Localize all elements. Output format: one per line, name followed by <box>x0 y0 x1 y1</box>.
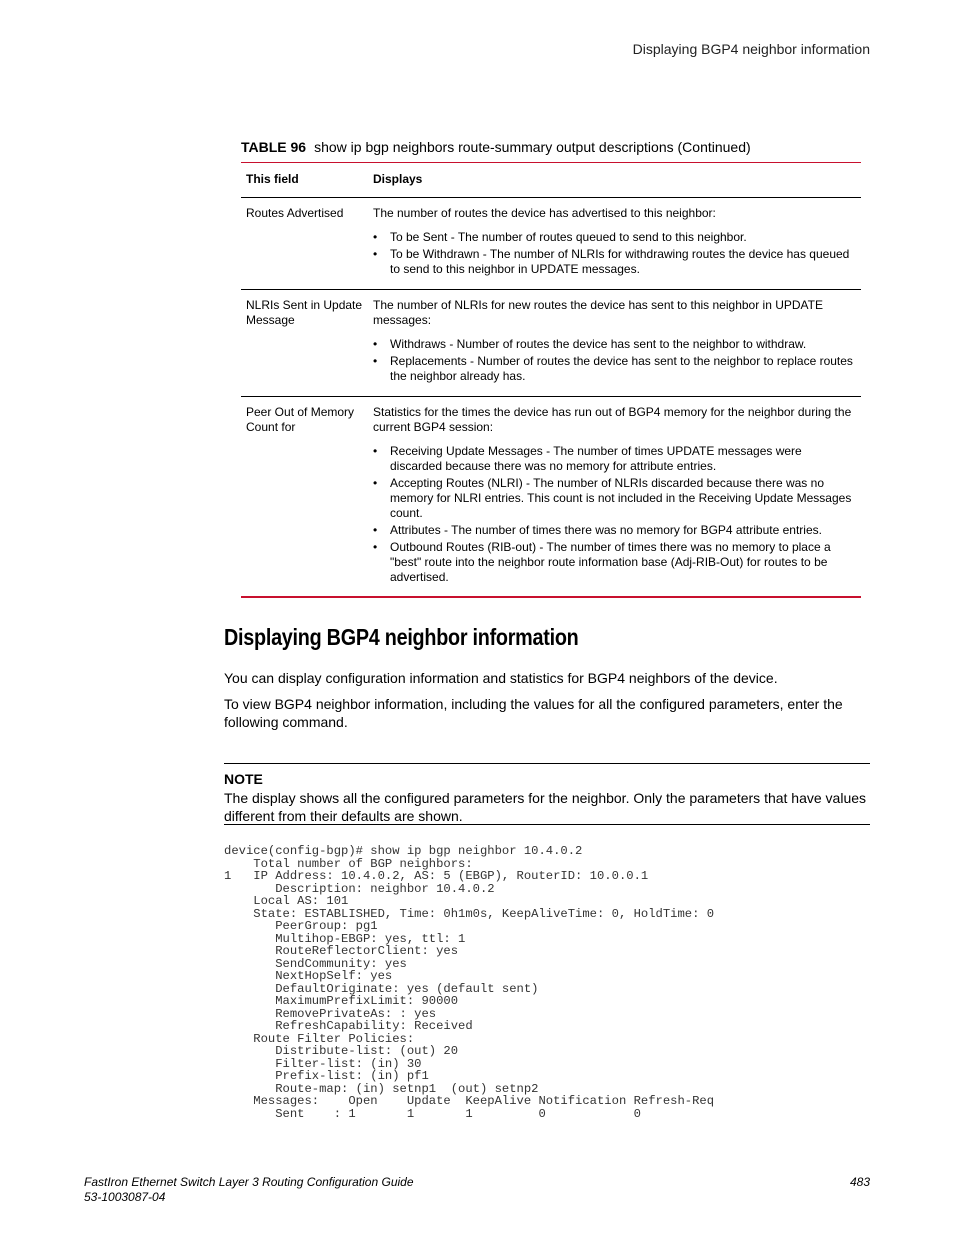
code-line: Description: neighbor 10.4.0.2 <box>224 881 495 896</box>
code-line: DefaultOriginate: yes (default sent) <box>224 981 539 996</box>
list-item: • Accepting Routes (NLRI) - The number of NLRIs discarded because there was no memory for NLRI entries. This count is not included in the Receiving Update Messages count. <box>373 476 852 520</box>
code-line: Messages: Open Update KeepAlive Notification Refresh-Req <box>224 1094 715 1108</box>
table-top-rule <box>241 162 861 163</box>
footer-doc-number: 53-1003087-04 <box>84 1190 166 1204</box>
code-block <box>224 845 714 1120</box>
table-caption-text: show ip bgp neighbors route-summary output descriptions (Continued) <box>314 139 751 155</box>
table-label: TABLE 96 <box>241 139 307 155</box>
code-line: Multihop-EBGP: yes, ttl: 1 <box>224 931 466 946</box>
row-intro: The number of NLRIs for new routes the device has sent to this neighbor in UPDATE messages: <box>373 298 823 327</box>
row-field-peer-out-of-memory: Peer Out of Memory Count for <box>246 405 355 434</box>
list-item: • Attributes - The number of times there was no memory for BGP4 attribute entries. <box>373 523 822 537</box>
list-item: • Receiving Update Messages - The number of times UPDATE messages were discarded because there was no memory for attribute entries. <box>373 444 802 473</box>
code-line: RefreshCapability: Received <box>224 1019 473 1033</box>
row-rule <box>241 396 861 397</box>
code-line: device(config-bgp)# show ip bgp neighbor 10.4.0.2 <box>224 844 583 858</box>
paragraph: To view BGP4 neighbor information, including the values for all the configured parameters, enter the following command. <box>224 696 843 730</box>
row-intro: The number of routes the device has advertised to this neighbor: <box>373 206 716 220</box>
code-line: NextHopSelf: yes <box>224 969 393 983</box>
code-line: Prefix-list: (in) pf1 <box>224 1069 429 1083</box>
list-item: • Replacements - Number of routes the device has sent to the neighbor to replace routes the neighbor already has. <box>373 354 853 383</box>
table-bottom-rule <box>241 596 861 598</box>
list-item: • To be Sent - The number of routes queued to send to this neighbor. <box>373 230 747 244</box>
row-rule <box>241 289 861 290</box>
code-line: Route-map: (in) setnp1 (out) setnp2 <box>224 1081 539 1096</box>
column-header-field: This field <box>246 172 299 186</box>
page-number: 483 <box>849 1175 870 1189</box>
code-line: Route Filter Policies: <box>224 1031 415 1046</box>
code-line: Filter-list: (in) 30 <box>224 1056 422 1071</box>
code-line: Total number of BGP neighbors: <box>224 856 473 871</box>
list-item: • Outbound Routes (RIB-out) - The number of times there was no memory to place a "best" route into the neighbor route information base (Adj-RIB-Out) for routes to be advertised. <box>373 540 831 584</box>
row-displays-routes-advertised <box>373 206 855 279</box>
code-line: Sent : 1 1 1 0 0 <box>224 1106 641 1121</box>
list-item: • Withdraws - Number of routes the device has sent to the neighbor to withdraw. <box>373 337 807 351</box>
paragraph: You can display configuration information and statistics for BGP4 neighbors of the device. <box>224 670 778 686</box>
column-header-displays: Displays <box>373 172 423 186</box>
row-field-nlris-sent: NLRIs Sent in Update Message <box>246 298 363 327</box>
note-label: NOTE <box>224 771 263 787</box>
code-line: RemovePrivateAs: : yes <box>224 1006 437 1021</box>
list-item: • To be Withdrawn - The number of NLRIs for withdrawing routes the device has queued to send to this neighbor in UPDATE messages. <box>373 247 850 276</box>
row-displays-peer-out-of-memory <box>373 405 855 587</box>
note-top-rule <box>224 763 870 764</box>
note-bottom-rule <box>224 824 870 825</box>
row-intro: Statistics for the times the device has run out of BGP4 memory for the neighbor during the current BGP4 session: <box>373 405 852 434</box>
section-title: Displaying BGP4 neighbor information <box>224 624 579 650</box>
code-line: Distribute-list: (out) 20 <box>224 1044 459 1058</box>
code-line: State: ESTABLISHED, Time: 0h1m0s, KeepAliveTime: 0, HoldTime: 0 <box>224 906 715 921</box>
code-line: SendCommunity: yes <box>224 956 407 971</box>
code-line: Local AS: 101 <box>224 894 349 908</box>
running-header: Displaying BGP4 neighbor information <box>632 41 870 57</box>
code-line: RouteReflectorClient: yes <box>224 944 459 958</box>
code-line: MaximumPrefixLimit: 90000 <box>224 994 459 1008</box>
code-line: 1 IP Address: 10.4.0.2, AS: 5 (EBGP), RouterID: 10.0.0.1 <box>224 869 649 883</box>
footer-title: FastIron Ethernet Switch Layer 3 Routing Configuration Guide <box>84 1175 414 1189</box>
header-rule <box>241 197 861 198</box>
row-displays-nlris-sent <box>373 298 855 386</box>
table-caption <box>241 139 751 155</box>
code-line: PeerGroup: pg1 <box>224 919 378 933</box>
row-field-routes-advertised: Routes Advertised <box>246 206 344 220</box>
note-text: The display shows all the configured parameters for the neighbor. Only the parameters that have values different from their defaults are shown. <box>224 790 867 824</box>
